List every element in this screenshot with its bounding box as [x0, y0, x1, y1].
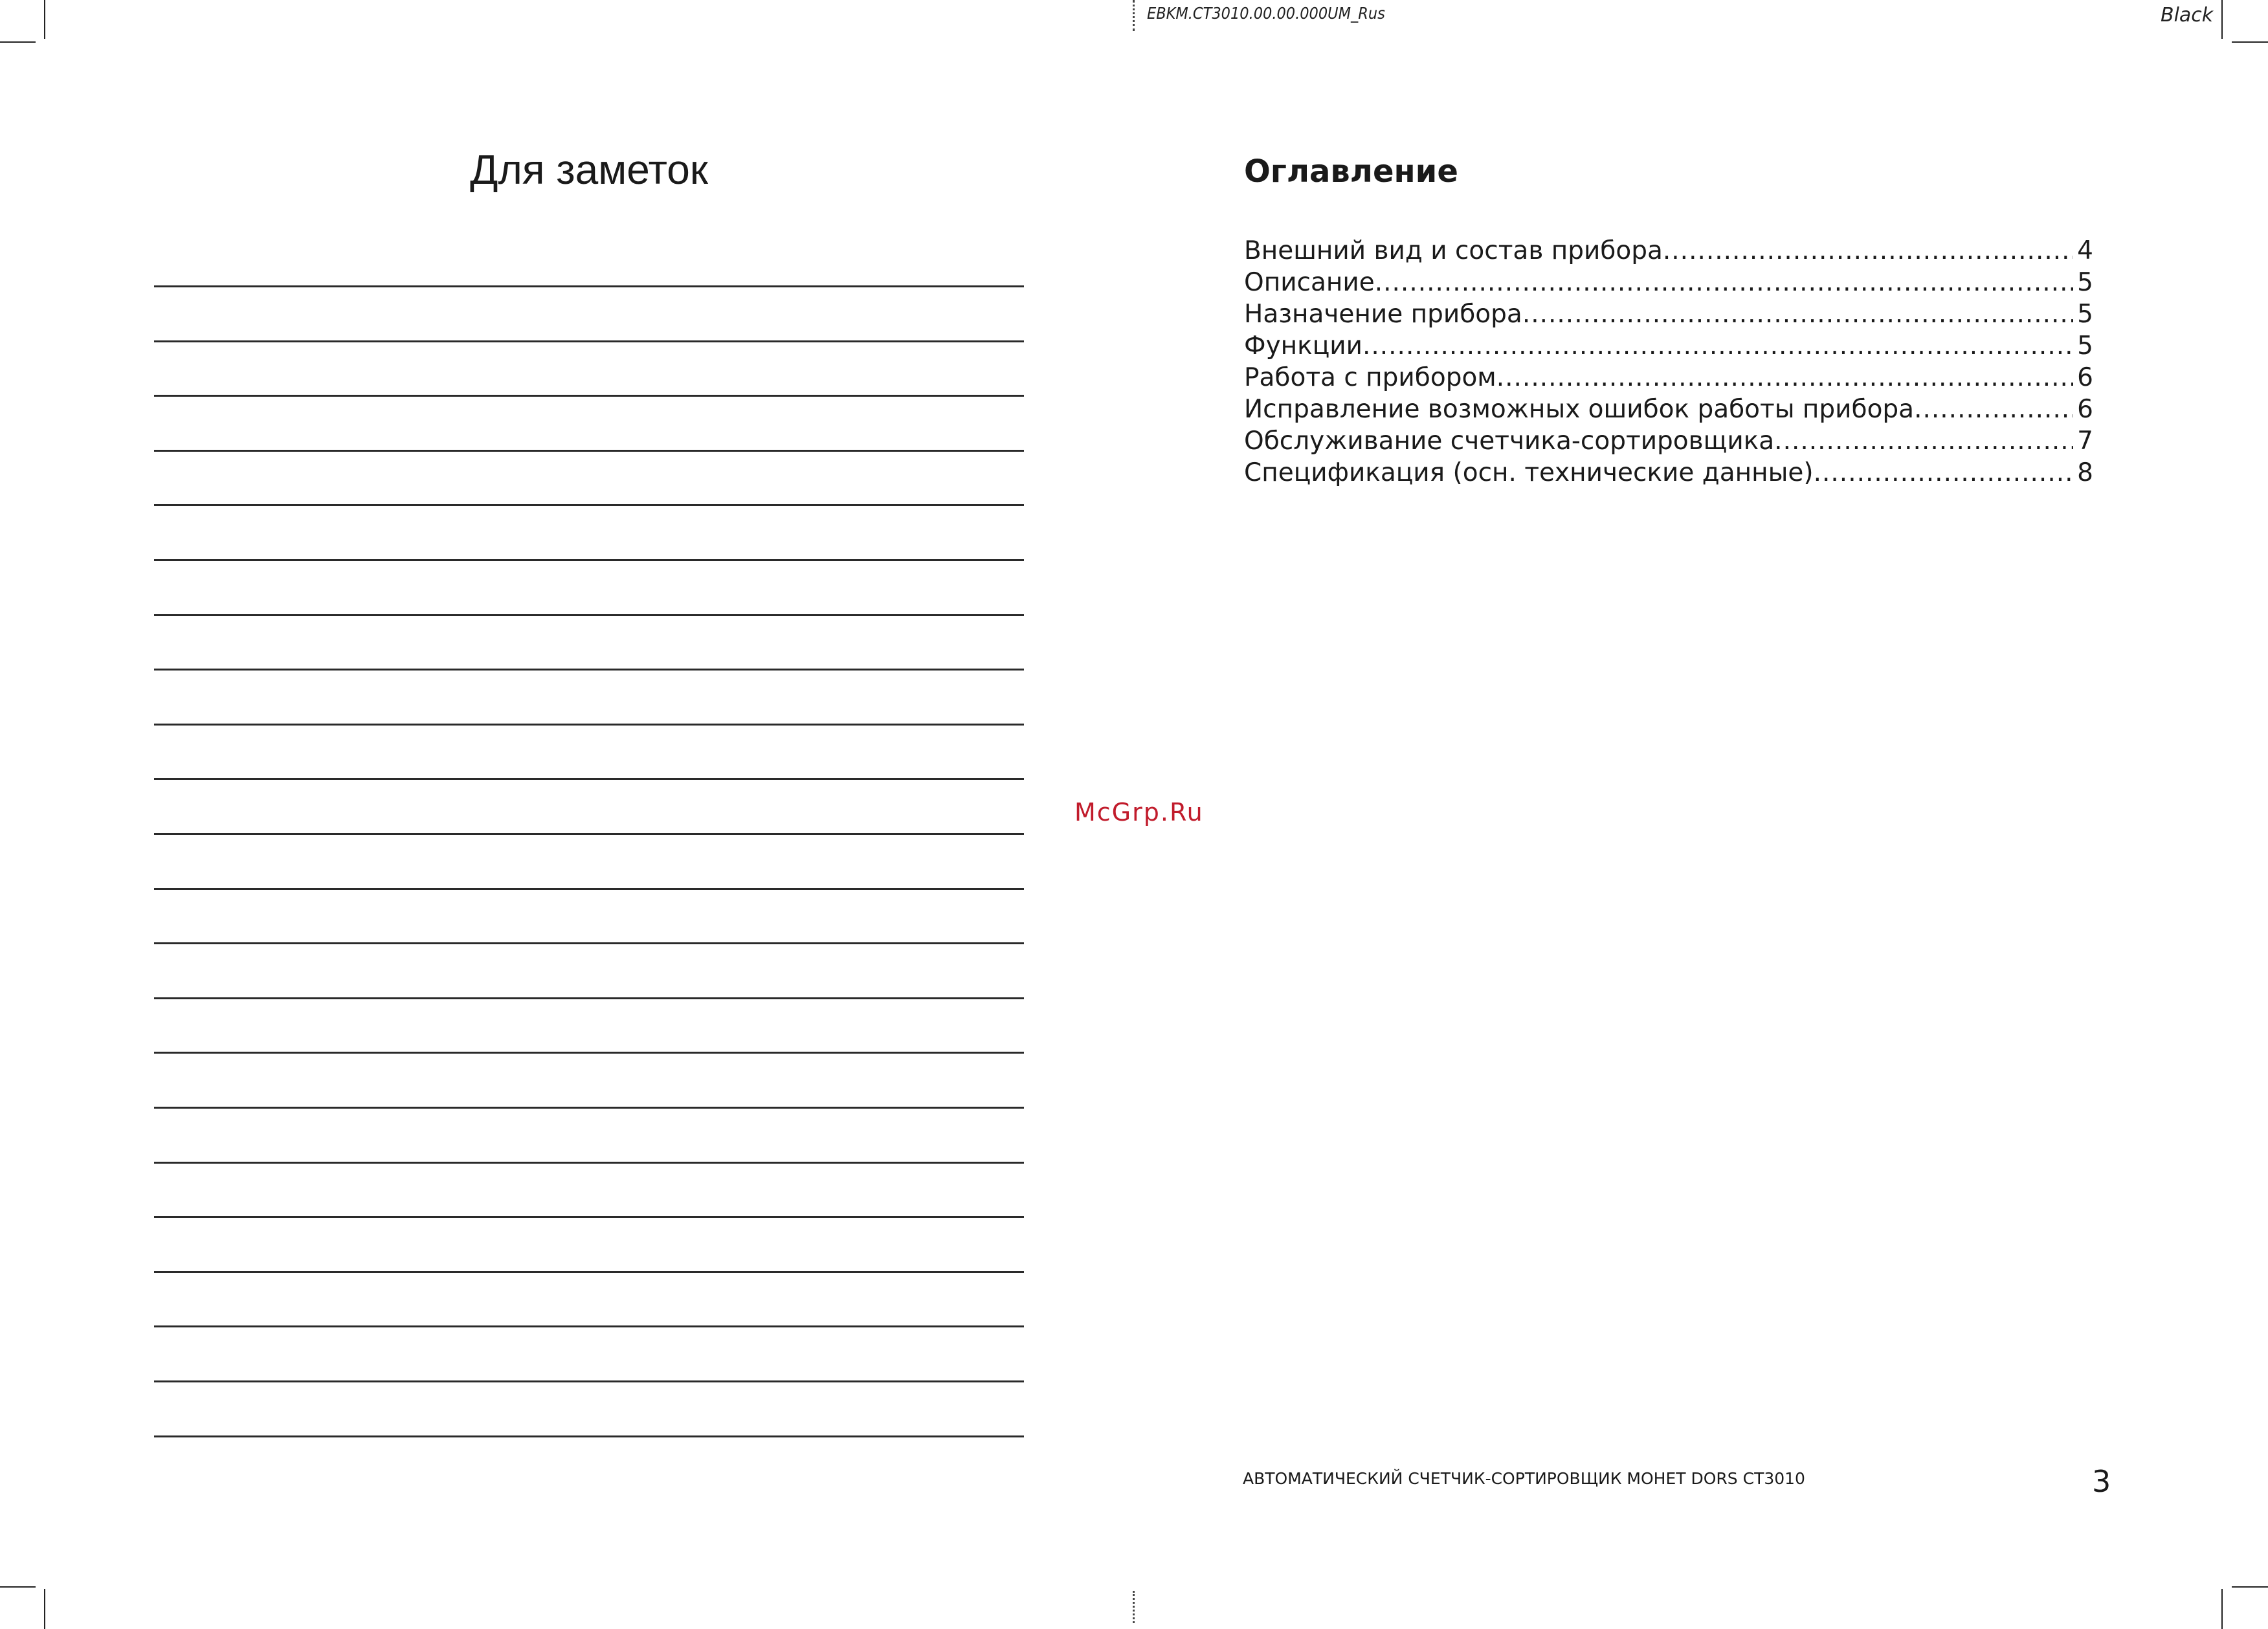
toc-entry-page: 7 — [2077, 427, 2093, 456]
note-line — [154, 1052, 1024, 1054]
toc-title: Оглавление — [1244, 153, 1458, 190]
note-line — [154, 942, 1024, 944]
toc-entry-label: Назначение прибора — [1244, 300, 1522, 329]
toc-entry — [1244, 458, 2093, 490]
toc-entry-label: Описание — [1244, 268, 1375, 297]
crop-mark — [44, 1589, 45, 1629]
note-line — [154, 340, 1024, 342]
toc-leader — [1362, 331, 2073, 362]
toc-entry-label: Работа с прибором — [1244, 363, 1496, 392]
crop-mark — [2232, 1586, 2268, 1588]
note-line — [154, 1162, 1024, 1164]
toc-entry-page: 5 — [2077, 331, 2093, 360]
note-line — [154, 504, 1024, 506]
toc-entry-label: Спецификация (осн. технические данные) — [1244, 458, 1814, 487]
note-line — [154, 997, 1024, 999]
toc-entry-page: 5 — [2077, 268, 2093, 297]
toc-entry — [1244, 426, 2093, 458]
toc-entry — [1244, 236, 2093, 268]
note-line — [154, 833, 1024, 835]
note-line — [154, 395, 1024, 397]
toc-entry — [1244, 362, 2093, 395]
crop-mark — [0, 1586, 36, 1588]
toc-entry-page: 6 — [2077, 395, 2093, 424]
toc-entry — [1244, 394, 2093, 427]
note-line — [154, 1216, 1024, 1218]
toc-leader — [1814, 458, 2074, 489]
crop-mark — [44, 0, 45, 39]
toc-leader — [1663, 236, 2073, 267]
toc-entry-label: Исправление возможных ошибок работы прибора — [1244, 395, 1915, 424]
crop-mark — [0, 41, 36, 43]
toc-entry — [1244, 299, 2093, 331]
note-line — [154, 724, 1024, 726]
toc-entry-page: 5 — [2077, 300, 2093, 329]
toc-leader — [1914, 394, 2073, 425]
toc-entry-label: Внешний вид и состав прибора — [1244, 236, 1663, 265]
watermark: McGrp.Ru — [1074, 798, 1204, 826]
note-line — [154, 559, 1024, 561]
note-line — [154, 1325, 1024, 1327]
toc-leader — [1774, 426, 2073, 457]
page-number: 3 — [2092, 1464, 2111, 1499]
toc-entry-label: Функции — [1244, 331, 1362, 360]
fold-mark — [1133, 0, 1135, 31]
note-line — [154, 1380, 1024, 1382]
fold-mark — [1133, 1591, 1135, 1623]
toc-entry-page: 8 — [2077, 458, 2093, 487]
notes-title: Для заметок — [470, 146, 708, 193]
crop-mark — [2221, 0, 2223, 39]
note-line — [154, 1435, 1024, 1437]
note-line — [154, 285, 1024, 287]
toc-entry-page: 4 — [2077, 236, 2093, 265]
print-slug: EBKM.CT3010.00.00.000UM_Rus — [1147, 4, 1385, 23]
toc-leader — [1522, 299, 2073, 330]
note-line — [154, 669, 1024, 670]
toc-leader — [1496, 362, 2073, 393]
footer-product-name: АВТОМАТИЧЕСКИЙ СЧЕТЧИК-СОРТИРОВЩИК МОНЕТ DORS CT3010 — [1243, 1469, 1805, 1488]
crop-mark — [2221, 1589, 2223, 1629]
toc-entry — [1244, 331, 2093, 363]
note-line — [154, 450, 1024, 452]
toc-leader — [1375, 267, 2073, 298]
toc-entry — [1244, 267, 2093, 300]
toc-entry-label: Обслуживание счетчика-сортировщика — [1244, 427, 1775, 456]
note-line — [154, 614, 1024, 616]
note-line — [154, 1107, 1024, 1109]
crop-mark — [2232, 41, 2268, 43]
note-line — [154, 778, 1024, 780]
color-mark: Black — [2161, 4, 2214, 27]
toc-entry-page: 6 — [2077, 363, 2093, 392]
note-line — [154, 888, 1024, 890]
note-line — [154, 1271, 1024, 1273]
